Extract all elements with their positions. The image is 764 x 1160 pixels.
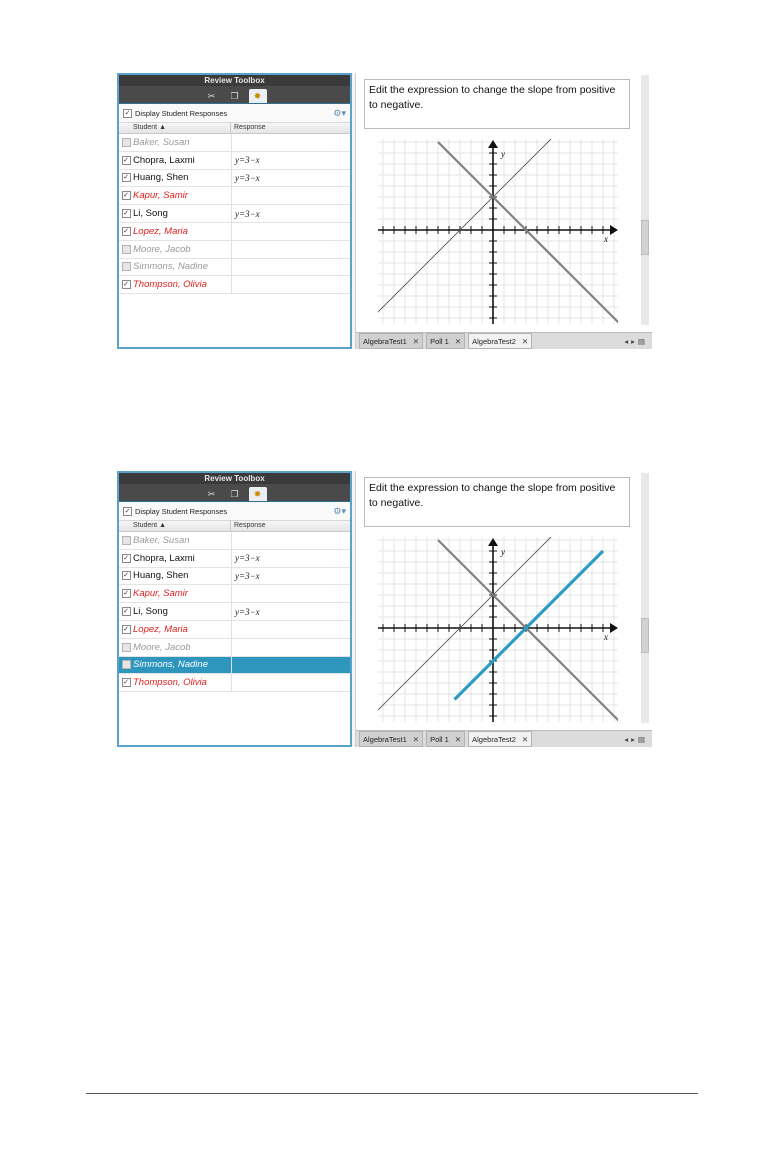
student-list (119, 532, 350, 692)
student-name: Kapur, Samir (133, 187, 232, 204)
student-row[interactable] (119, 568, 350, 586)
tab-nav-icons[interactable]: ◂▸▤ (624, 336, 648, 346)
student-name: Lopez, Maria (133, 621, 232, 638)
student-response: y=3−x (235, 172, 260, 183)
column-student[interactable]: Student ▲ (119, 521, 231, 531)
tab-nav-icons[interactable]: ◂▸▤ (624, 734, 648, 744)
student-cell-checkbox (119, 625, 133, 634)
student-cell-checkbox (119, 678, 133, 687)
tab-label: Poll 1 (430, 734, 449, 744)
x-axis-label: x (604, 234, 608, 244)
close-icon[interactable]: ✕ (521, 336, 529, 346)
display-responses-label: Display Student Responses (135, 108, 228, 118)
student-checkbox[interactable]: ✓ (123, 554, 129, 562)
student-cell-checkbox (119, 173, 133, 182)
student-row[interactable] (119, 639, 350, 657)
student-checkbox[interactable]: ✓ (123, 608, 129, 616)
y-axis-label: y (501, 547, 505, 557)
student-checkbox[interactable]: ✓ (123, 590, 129, 598)
student-cell-checkbox (119, 262, 133, 271)
student-row[interactable] (119, 223, 350, 241)
student-row[interactable] (119, 532, 350, 550)
display-options (119, 104, 350, 123)
tab-algebratest1[interactable] (359, 731, 423, 747)
student-checkbox[interactable] (122, 245, 131, 254)
display-responses-checkbox[interactable]: ✓ (124, 507, 131, 515)
tab-algebratest2[interactable] (468, 731, 532, 747)
student-name: Baker, Susan (133, 532, 232, 549)
tab-label: AlgebraTest2 (472, 336, 516, 346)
display-options (119, 502, 350, 521)
toolbox-tabs (119, 86, 350, 104)
student-name: Huang, Shen (133, 170, 232, 187)
graph-area[interactable] (378, 537, 618, 722)
question-text: Edit the expression to change the slope from positive to negative. (364, 477, 630, 527)
student-row[interactable] (119, 550, 350, 568)
student-cell-checkbox (119, 227, 133, 236)
student-table-header (119, 521, 350, 532)
student-cell-checkbox (119, 589, 133, 598)
display-responses-checkbox[interactable]: ✓ (124, 109, 131, 117)
student-list (119, 134, 350, 294)
student-response: y=3−x (235, 606, 260, 617)
student-cell-checkbox (119, 138, 133, 147)
student-cell-checkbox (119, 191, 133, 200)
student-response: y=3−x (235, 155, 260, 166)
page-tabs (356, 730, 652, 747)
student-table-header (119, 123, 350, 134)
tab-label: AlgebraTest2 (472, 734, 516, 744)
student-checkbox[interactable] (122, 138, 131, 147)
student-checkbox[interactable]: ✓ (123, 679, 129, 687)
student-checkbox[interactable]: ✓ (123, 281, 129, 289)
pages-icon[interactable]: ❐ (230, 90, 239, 101)
student-response: y=3−x (235, 208, 260, 219)
screenshot-1 (117, 73, 651, 349)
student-checkbox[interactable]: ✓ (123, 625, 129, 633)
toolbox-title: Review Toolbox (119, 473, 350, 484)
close-icon[interactable]: ✕ (412, 734, 420, 744)
tab-label: AlgebraTest1 (363, 734, 407, 744)
options-gear-icon[interactable]: ⚙▾ (333, 107, 346, 118)
student-cell-checkbox (119, 571, 133, 580)
student-response: y=3−x (235, 553, 260, 564)
tab-algebratest1[interactable] (359, 333, 423, 349)
student-row[interactable] (119, 674, 350, 692)
student-row[interactable] (119, 276, 350, 294)
student-name: Simmons, Nadine (133, 259, 232, 276)
tools-icon[interactable]: ✂ (207, 90, 216, 101)
vertical-scrollbar[interactable] (641, 473, 649, 723)
scroll-thumb[interactable] (641, 618, 649, 653)
tab-label: AlgebraTest1 (363, 336, 407, 346)
tab-poll-1[interactable] (426, 333, 465, 349)
student-cell-checkbox (119, 607, 133, 616)
student-name: Thompson, Olivia (133, 674, 232, 691)
student-name: Moore, Jacob (133, 241, 232, 258)
column-student[interactable]: Student ▲ (119, 123, 231, 133)
pages-icon[interactable]: ❐ (230, 488, 239, 499)
toolbox-tabs (119, 484, 350, 502)
student-row[interactable] (119, 657, 350, 675)
student-name: Simmons, Nadine (133, 657, 232, 674)
student-row[interactable] (119, 621, 350, 639)
student-checkbox[interactable] (122, 536, 131, 545)
student-name: Chopra, Laxmi (133, 550, 232, 567)
student-checkbox[interactable]: ✓ (123, 156, 129, 164)
student-name: Li, Song (133, 205, 232, 222)
scroll-thumb[interactable] (641, 220, 649, 255)
student-name: Li, Song (133, 603, 232, 620)
vertical-scrollbar[interactable] (641, 75, 649, 325)
student-row[interactable] (119, 259, 350, 277)
student-checkbox[interactable] (122, 660, 131, 669)
student-cell-checkbox (119, 536, 133, 545)
student-response: y=3−x (235, 570, 260, 581)
student-name: Moore, Jacob (133, 639, 232, 656)
student-row[interactable] (119, 187, 350, 205)
student-name: Huang, Shen (133, 568, 232, 585)
student-cell-checkbox (119, 209, 133, 218)
question-text: Edit the expression to change the slope from positive to negative. (364, 79, 630, 129)
student-checkbox[interactable] (122, 262, 131, 271)
student-checkbox[interactable]: ✓ (123, 227, 129, 235)
graph-area[interactable] (378, 139, 618, 324)
tab-poll-1[interactable] (426, 731, 465, 747)
student-cell-checkbox (119, 554, 133, 563)
screenshot-2 (117, 471, 651, 747)
close-icon[interactable]: ✕ (412, 336, 420, 346)
close-icon[interactable]: ✕ (454, 336, 462, 346)
student-name: Chopra, Laxmi (133, 152, 232, 169)
tab-label: Poll 1 (430, 336, 449, 346)
student-cell-checkbox (119, 245, 133, 254)
column-response[interactable]: Response (234, 522, 266, 529)
column-response[interactable]: Response (234, 124, 266, 131)
student-checkbox[interactable]: ✓ (123, 192, 129, 200)
student-cell-checkbox (119, 280, 133, 289)
toolbox-title: Review Toolbox (119, 75, 350, 86)
student-name: Lopez, Maria (133, 223, 232, 240)
page-tabs (356, 332, 652, 349)
review-toolbox (117, 73, 352, 349)
options-gear-icon[interactable]: ⚙▾ (333, 505, 346, 516)
student-row[interactable] (119, 241, 350, 259)
student-name: Kapur, Samir (133, 585, 232, 602)
close-icon[interactable]: ✕ (521, 734, 529, 744)
student-row[interactable] (119, 603, 350, 621)
student-row[interactable] (119, 134, 350, 152)
x-axis-label: x (604, 632, 608, 642)
document-pane (355, 73, 651, 349)
footer-rule (86, 1093, 698, 1094)
y-axis-label: y (501, 149, 505, 159)
display-responses-label: Display Student Responses (135, 506, 228, 516)
student-cell-checkbox (119, 643, 133, 652)
student-checkbox[interactable]: ✓ (123, 174, 129, 182)
student-row[interactable] (119, 152, 350, 170)
student-checkbox[interactable]: ✓ (123, 572, 129, 580)
student-row[interactable] (119, 585, 350, 603)
student-name: Baker, Susan (133, 134, 232, 151)
tab-algebratest2[interactable] (468, 333, 532, 349)
close-icon[interactable]: ✕ (454, 734, 462, 744)
student-cell-checkbox (119, 660, 133, 669)
student-name: Thompson, Olivia (133, 276, 232, 293)
student-checkbox[interactable] (122, 643, 131, 652)
student-row[interactable] (119, 205, 350, 223)
review-icon[interactable]: ✸ (249, 487, 267, 501)
student-cell-checkbox (119, 156, 133, 165)
document-pane (355, 471, 651, 747)
tools-icon[interactable]: ✂ (207, 488, 216, 499)
student-row[interactable] (119, 170, 350, 188)
student-checkbox[interactable]: ✓ (123, 210, 129, 218)
review-icon[interactable]: ✸ (249, 89, 267, 103)
review-toolbox (117, 471, 352, 747)
